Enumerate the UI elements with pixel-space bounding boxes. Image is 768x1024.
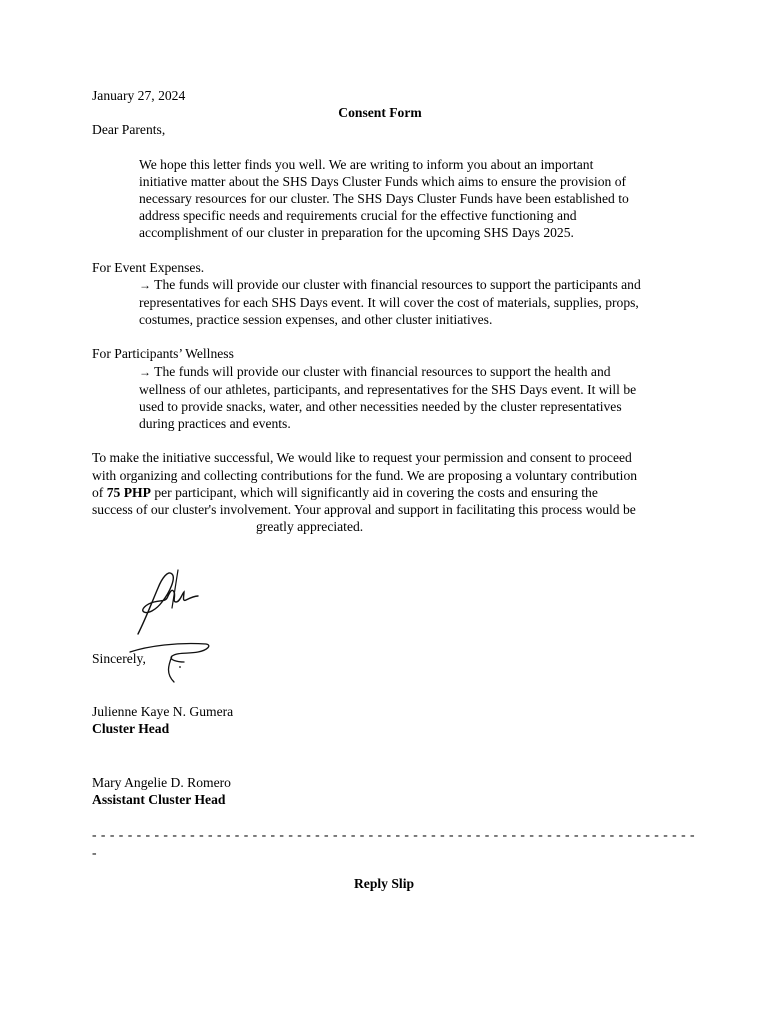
- signature-1-image: [132, 562, 204, 638]
- event-expenses-paragraph: → The funds will provide our cluster with financial resources to support the participants and representatives for each SHS Days event. It will cover the cost of materials, supplies, props, costumes, practice session expenses, and other cluster initiatives.: [139, 276, 641, 328]
- signer-2-name: Mary Angelie D. Romero: [92, 774, 231, 790]
- cut-line-tail: -: [92, 845, 97, 860]
- reply-slip-title: Reply Slip: [353, 876, 415, 891]
- arrow-icon: →: [139, 364, 151, 379]
- letter-body: [92, 87, 668, 535]
- signature-block: [92, 650, 233, 808]
- signoff: Sincerely,: [92, 651, 146, 666]
- wellness-paragraph: → The funds will provide our cluster with financial resources to support the health and wellness of our athletes, participants, and representatives for the SHS Days event. It will be used to provide snacks, water, and other necessities needed by the cluster representatives during practices and events.: [139, 363, 637, 432]
- event-expenses-heading: For Event Expenses.: [92, 259, 205, 275]
- wellness-heading: For Participants’ Wellness: [92, 346, 234, 362]
- intro-paragraph: We hope this letter finds you well. We are writing to inform you about an important initiative matter about the SHS Days Cluster Funds which aims to ensure the provision of necessary resources for our cluster. The SHS Days Cluster Funds have been established to address specific needs and requirements crucial for the effective functioning and accomplishment of our cluster in preparation for the upcoming SHS Days 2025.: [139, 156, 629, 241]
- cut-line: - - - - - - - - - - - - - - - - - - - - - - - - - - - - - - - - - - - - - - - - - - - - - - - - - - - - - - - - - - - - - - - - - - - -: [92, 827, 696, 842]
- salutation: Dear Parents,: [92, 122, 166, 138]
- form-title: Consent Form: [338, 105, 422, 121]
- arrow-icon: →: [139, 277, 151, 292]
- signer-1-title: Cluster Head: [92, 721, 170, 737]
- signer-1-name: Julienne Kaye N. Gumera: [92, 704, 234, 720]
- closing-paragraph: To make the initiative successful, We would like to request your permission and consent to proceed with organizing and collecting contributions for the fund. We are proposing a voluntary contribution of 75 PHP per participant, which will significantly aid in covering the costs and ensuring the success of our cluster's involvement. Your approval and support in facilitating this process would be greatly appreciated.: [92, 450, 638, 535]
- letter-date: January 27, 2024: [92, 88, 186, 103]
- contribution-amount: 75 PHP: [106, 484, 151, 500]
- signer-2-title: Assistant Cluster Head: [92, 791, 226, 807]
